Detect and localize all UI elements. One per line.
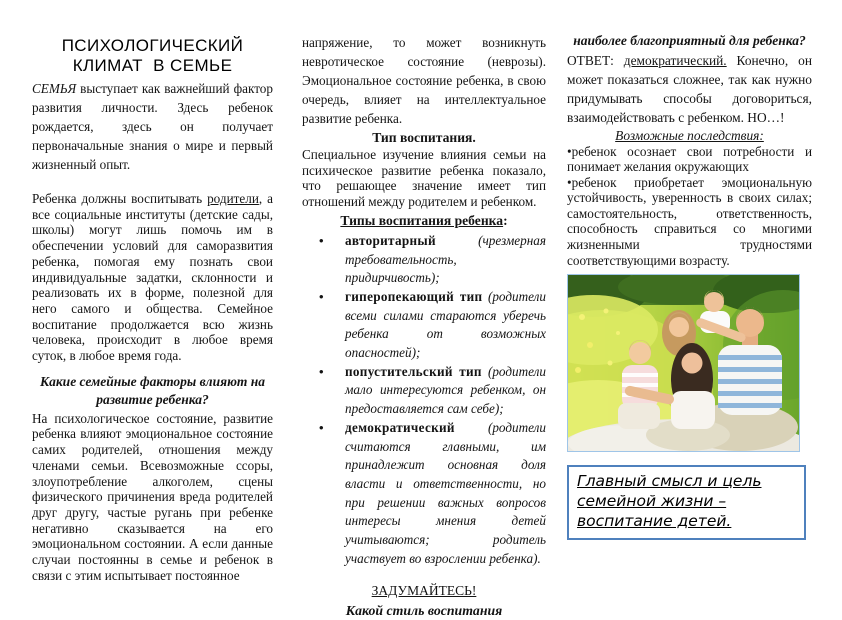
list-item-overprotective xyxy=(302,288,546,363)
term-overprotective: гиперопекающий тип xyxy=(345,288,483,304)
desc-authoritarian: (чрезмерная требовательность, придирчивость); xyxy=(345,232,546,286)
consequences-heading: Возможные последствия: xyxy=(615,127,764,143)
factors-paragraph: На психологическое состояние, развитие ребенка влияют эмоциональное состояние самих родителей, отношения между членами семьи. Всевозможные ссоры, злоупотребление алкоголем, сцены физического причинения вреда родителей друг другу, частые ругань при ребенке негативно сказывается на его эмоциональном состоянии. А если данные случаи постоянны в семье и ребенок в связи с этим испытывает постоянное xyxy=(32,410,273,583)
family-photo-illustration xyxy=(568,275,799,451)
middle-panel xyxy=(302,0,547,619)
study-paragraph: Специальное изучение влияния семьи на психическое развитие ребенка показало, что решающее значение имеет тип отношений между родителем и ребенком. xyxy=(302,147,546,210)
desc-democratic: (родители считаются главными, им принадлежит основная доля власти и ответственности, но при решении важных вопросов интересы мнения детей учитываются; родитель участвует во взрослении ребенка). xyxy=(345,419,546,566)
quote-box xyxy=(567,465,806,540)
list-item-permissive xyxy=(302,363,546,419)
family-photo xyxy=(567,274,800,452)
think-question-part1: Какой стиль воспитания xyxy=(345,603,503,619)
desc-permissive: (родители мало интересуются ребенком, он предоставляется сам себе); xyxy=(345,363,547,417)
desc-overprotective: (родители всеми силами стараются уберечь ребенка от возможных опасностей); xyxy=(345,288,546,361)
answer-paragraph xyxy=(567,51,812,127)
page-title xyxy=(32,36,273,76)
answer-text: Конечно, он может показаться сложнее, так как нужно придумывать способы договориться, взаимодействовать с ребенком. НО…! xyxy=(567,52,812,125)
upbringing-types-list xyxy=(302,232,546,569)
term-authoritarian: авторитарный xyxy=(345,232,436,248)
term-democratic: демократический xyxy=(345,419,455,435)
consequence-item-1: •ребенок осознает свои потребности и понимает желания окружающих xyxy=(567,143,812,175)
think-heading: ЗАДУМАЙТЕСЬ! xyxy=(371,583,477,599)
parents-text-post: , а все социальные институты (детские сады, школы) могут лишь помочь им в обеспечении условий для саморазвития ребенка, помогая ему познать свои индивидуальные задатки, склонности и реализовать их в форме, полезной для него самого и общества. Семейное воспитание продолжается всю жизнь человека, происходит в любое время суток, в любое время года. xyxy=(32,191,273,364)
family-word: СЕМЬЯ xyxy=(32,81,77,96)
left-panel xyxy=(32,0,273,595)
intro-text: выступает как важнейший фактор развития личности. Здесь ребенок рождается, здесь он получает первоначальные знания о мире и первый жизненный опыт. xyxy=(32,81,273,172)
parents-underlined: родители xyxy=(207,191,259,206)
list-item-authoritarian xyxy=(302,232,546,288)
think-block xyxy=(302,581,546,620)
upbringing-types-colon: : xyxy=(503,212,508,228)
page-title-line1: ПСИХОЛОГИЧЕСКИЙ xyxy=(61,36,244,55)
tension-paragraph: напряжение, то может возникнуть невротическое состояние (неврозы). Эмоциональное состояние ребенка, в свою очередь, влияет на интеллектуальное развитие ребенка. xyxy=(302,35,546,126)
page-title-line2: КЛИМАТ В СЕМЬЕ xyxy=(72,56,233,75)
parents-paragraph xyxy=(32,191,273,364)
list-item-democratic xyxy=(302,419,546,569)
quote-text: Главный смысл и цель семейной жизни – воспитание детей. xyxy=(577,472,762,531)
upbringing-type-heading: Тип воспитания. xyxy=(372,130,476,145)
parents-text-pre: Ребенка должны воспитывать xyxy=(32,191,208,206)
term-permissive: попустительский тип xyxy=(345,363,482,379)
factors-heading: Какие семейные факторы влияют на развитие ребенка? xyxy=(39,373,266,408)
right-panel xyxy=(567,0,812,595)
upbringing-types-text: Типы воспитания ребенка xyxy=(340,212,504,228)
upbringing-types-heading xyxy=(302,212,546,230)
intro-paragraph xyxy=(32,79,273,174)
answer-label: ОТВЕТ: xyxy=(567,52,624,68)
consequence-item-2: •ребенок приобретает эмоциональную устойчивость, уверенность в своих силах; самостоятельность, ответственность, способность справиться со многими жизненными трудностями соответствующими возрасту. xyxy=(567,174,812,268)
answer-underlined: демократический. xyxy=(623,52,727,68)
think-question-part2: наиболее благоприятный для ребенка? xyxy=(573,33,806,48)
